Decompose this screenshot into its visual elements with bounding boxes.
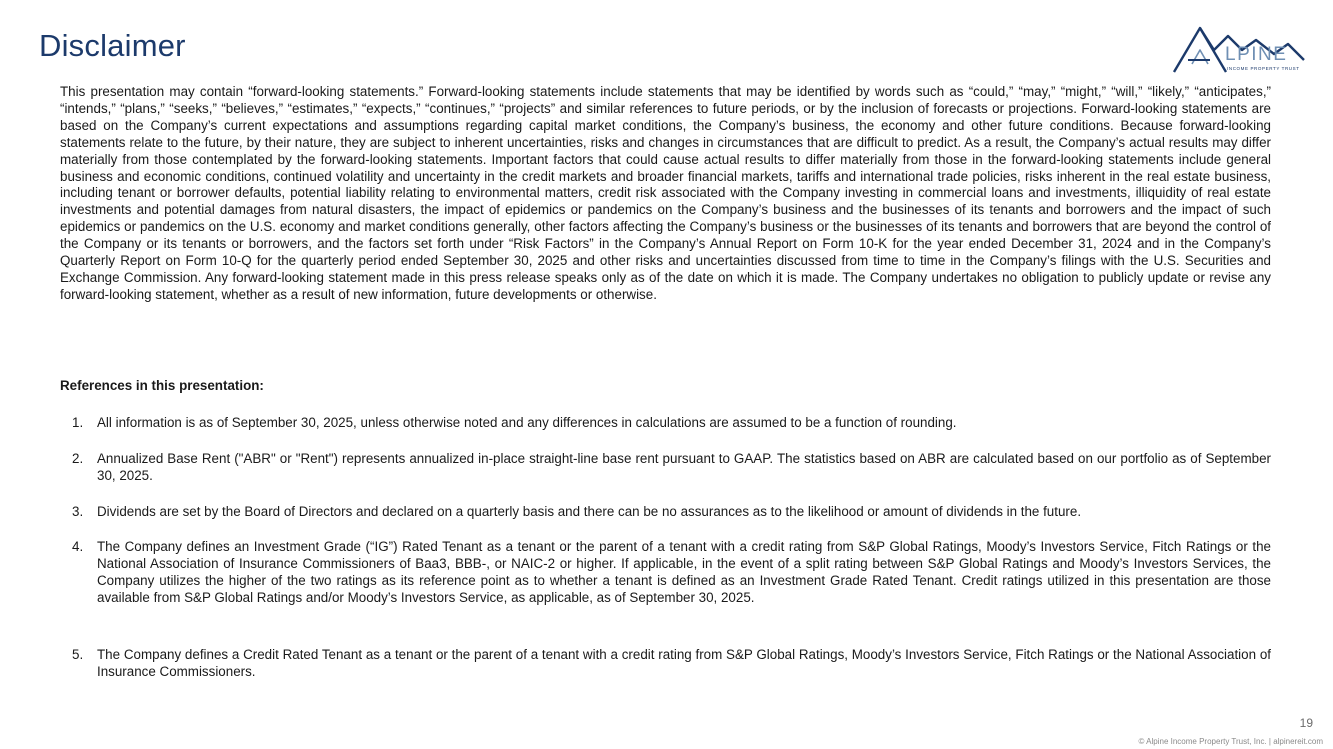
reference-number: 3. bbox=[72, 504, 84, 519]
reference-text: The Company defines a Credit Rated Tenant as a tenant or the parent of a tenant with a credit rating from S&P Global Ratings, Moody’s Investors Service, Fitch Ratings or the National Association of Insurance Commissioners. bbox=[97, 647, 1271, 679]
reference-item bbox=[60, 647, 1271, 681]
reference-item bbox=[60, 539, 1271, 607]
disclaimer-paragraph: This presentation may contain “forward-looking statements.” Forward-looking statements include statements that may be identified by words such as “could,” “may,” “might,” “will,” “likely,” “anticipates,” “intends,” “plans,” “seeks,” “believes,” “estimates,” “expects,” “continues,” “projects” and similar references to future periods, or by the inclusion of forecasts or projections. Forward-looking statements are based on the Company’s current expectations and assumptions regarding capital market conditions, the Company’s business, the economy and other future conditions. Because forward-looking statements relate to the future, by their nature, they are subject to inherent uncertainties, risks and changes in circumstances that are difficult to predict. As a result, the Company’s actual results may differ materially from those contemplated by the forward-looking statements. Important factors that could cause actual results to differ materially from those in the forward-looking statements include general business and economic conditions, continued volatility and uncertainty in the credit markets and broader financial markets, tariffs and international trade policies, risks inherent in the real estate business, including tenant or borrower defaults, potential liability relating to environmental matters, credit risk associated with the Company investing in commercial loans and investments, illiquidity of real estate investments and potential damages from natural disasters, the impact of epidemics or pandemics on the Company’s business and the businesses of its tenants and borrowers and the impact of such epidemics or pandemics on the U.S. economy and market conditions generally, other factors affecting the Company’s business or the businesses of its tenants and borrowers that are beyond the control of the Company or its tenants or borrowers, and the factors set forth under “Risk Factors” in the Company’s Annual Report on Form 10-K for the year ended December 31, 2024 and in the Company’s Quarterly Report on Form 10-Q for the quarterly period ended September 30, 2025 and other risks and uncertainties discussed from time to time in the Company’s filings with the U.S. Securities and Exchange Commission. Any forward-looking statement made in this press release speaks only as of the date on which it is made. The Company undertakes no obligation to publicly update or revise any forward-looking statement, whether as a result of new information, future developments or otherwise. bbox=[60, 84, 1271, 302]
reference-text: All information is as of September 30, 2025, unless otherwise noted and any differences in calculations are assumed to be a function of rounding. bbox=[97, 415, 957, 430]
reference-item bbox=[60, 504, 1271, 521]
slide-title: Disclaimer bbox=[39, 28, 186, 63]
reference-item bbox=[60, 415, 1271, 432]
reference-text: Dividends are set by the Board of Directors and declared on a quarterly basis and there can be no assurances as to the likelihood or amount of dividends in the future. bbox=[97, 504, 1082, 519]
logo-tagline: INCOME PROPERTY TRUST bbox=[1227, 66, 1300, 71]
alpine-logo bbox=[1170, 20, 1310, 76]
reference-text: Annualized Base Rent ("ABR" or "Rent") represents annualized in-place straight-line base rent pursuant to GAAP. The statistics based on ABR are calculated based on our portfolio as of September 30, 2025. bbox=[97, 451, 1271, 483]
reference-text: The Company defines an Investment Grade (“IG”) Rated Tenant as a tenant or the parent of a tenant with a credit rating from S&P Global Ratings, Moody’s Investors Service, Fitch Ratings or the National Association of Insurance Commissioners of Baa3, BBB-, or NAIC-2 or higher. If applicable, in the event of a split rating between S&P Global Ratings and Moody’s Investors Services, the Company utilizes the higher of the two ratings as its reference point as to whether a tenant is defined as an Investment Grade Rated Tenant. Credit ratings utilized in this presentation are those available from S&P Global Ratings and/or Moody’s Investors Service, as applicable, as of September 30, 2025. bbox=[97, 539, 1271, 605]
reference-number: 5. bbox=[72, 647, 84, 662]
logo-wordmark: LPINE bbox=[1225, 44, 1288, 65]
page-number: 19 bbox=[1299, 716, 1313, 730]
reference-number: 2. bbox=[72, 451, 84, 466]
footer-copyright: © Alpine Income Property Trust, Inc. | alpinereit.com bbox=[1138, 737, 1323, 746]
reference-item bbox=[60, 451, 1271, 485]
reference-number: 4. bbox=[72, 539, 84, 554]
references-heading: References in this presentation: bbox=[60, 378, 264, 393]
reference-number: 1. bbox=[72, 415, 84, 430]
